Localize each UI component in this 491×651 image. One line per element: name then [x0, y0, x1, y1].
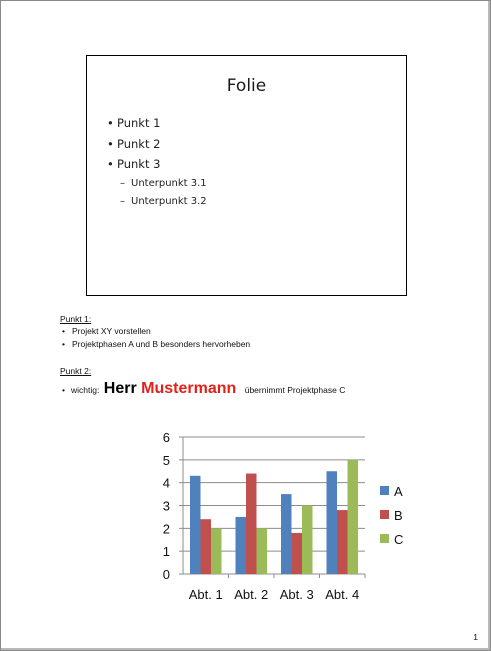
legend-label: C	[394, 532, 404, 547]
important-suffix: übernimmt Projektphase C	[244, 385, 346, 395]
x-tick-label: Abt. 2	[234, 587, 269, 602]
slide-bullet: • Punkt 3	[107, 157, 207, 178]
notes-heading-2: Punkt 2:	[60, 366, 92, 376]
bar	[292, 533, 303, 574]
notes-list-1	[60, 326, 250, 352]
slide-title: Folie	[226, 76, 267, 96]
page-shadow-right	[488, 1, 490, 651]
notes-item: • Projekt XY vorstellen	[60, 326, 250, 339]
slide-bullet: • Punkt 2	[107, 137, 207, 158]
bar	[327, 471, 338, 574]
legend-label: B	[394, 508, 403, 523]
speaker-notes	[60, 314, 250, 378]
important-name: Mustermann	[141, 380, 237, 397]
bar	[201, 519, 212, 574]
dash-marker: –	[120, 177, 125, 189]
x-tick-label: Abt. 3	[279, 587, 314, 602]
x-tick-label: Abt. 4	[325, 587, 360, 602]
y-tick-label: 3	[162, 498, 170, 514]
legend-label: A	[394, 484, 403, 499]
legend-swatch	[380, 534, 389, 543]
notes-item: • Projektphasen A und B besonders hervorheben	[60, 339, 250, 352]
bullet-dot: •	[62, 385, 65, 395]
sub-bullet-text: Unterpunkt 3.1	[131, 177, 207, 189]
slide-sub-bullet	[107, 196, 207, 214]
bar	[302, 506, 313, 575]
legend-swatch	[380, 486, 389, 495]
bar	[348, 460, 359, 574]
bar	[337, 510, 348, 574]
page-shadow-bottom	[1, 648, 491, 650]
bar	[190, 476, 201, 574]
x-tick-label: Abt. 1	[188, 587, 223, 602]
y-tick-label: 1	[162, 544, 170, 560]
y-tick-label: 4	[162, 475, 170, 491]
y-tick-label: 6	[162, 430, 170, 445]
legend-swatch	[380, 510, 389, 519]
sub-bullet-text: Unterpunkt 3.2	[131, 195, 207, 207]
bar	[246, 474, 257, 574]
slide-thumbnail	[86, 55, 407, 296]
important-herr: Herr	[103, 380, 137, 397]
notes-important-line	[60, 380, 345, 398]
bar	[211, 528, 222, 574]
bar	[236, 517, 247, 574]
important-prefix: wichtig:	[70, 385, 100, 395]
y-tick-label: 5	[162, 452, 170, 468]
slide-sub-bullet	[107, 178, 207, 196]
bar	[257, 528, 268, 574]
y-tick-label: 0	[162, 567, 170, 582]
notes-heading-1: Punkt 1:	[60, 314, 92, 324]
slide-bullet-list	[107, 116, 207, 214]
y-tick-label: 2	[162, 521, 170, 537]
page-number: 1	[473, 632, 478, 642]
slide-bullet: • Punkt 1	[107, 116, 207, 137]
dash-marker: –	[120, 195, 125, 207]
bar	[281, 494, 292, 574]
